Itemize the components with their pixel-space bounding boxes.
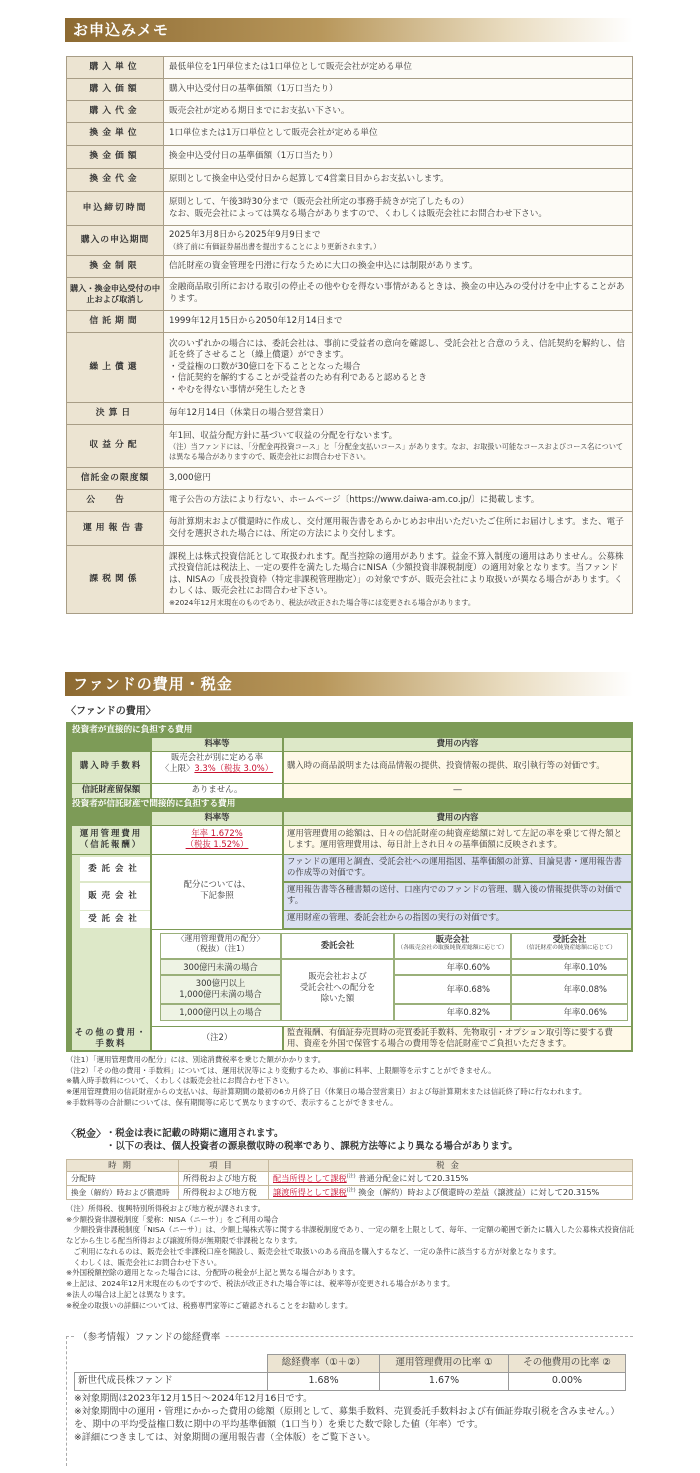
row-value: 3,000億円 xyxy=(164,468,633,490)
table-row xyxy=(67,425,633,468)
value-line: 年1回、収益分配方針に基づいて収益の分配を行ないます。 xyxy=(169,430,398,441)
table-row xyxy=(67,192,633,226)
note: （注1）「運用管理費用の配分」には、別途消費税率を乗じた額がかかります。 xyxy=(66,1055,326,1064)
col-rate: 料率等 xyxy=(152,738,282,751)
fee-heading: 〈ファンドの費用〉 xyxy=(66,706,156,717)
tax-item: 所得税および地方税 xyxy=(179,1172,269,1186)
share-line: 販売会社および xyxy=(308,971,367,981)
row-value: 電子公告の方法により行ない、ホームページ〔https://www.daiwa-am.co.jp/〕に掲載します。 xyxy=(164,490,633,512)
note: （注2）「その他の費用・手数料」については、運用状況等により変動するため、事前に料率、上限額等を示すことができません。 xyxy=(66,1065,496,1075)
row-label: 決算日 xyxy=(67,403,164,425)
table-row xyxy=(67,311,633,333)
table-row xyxy=(67,146,633,169)
tax-col-time: 時期 xyxy=(67,1160,179,1172)
row-label: 換金制限 xyxy=(67,256,164,278)
other-fee-rate: （注2） xyxy=(152,1027,282,1050)
tier-1: 300億円未満の場合 xyxy=(160,959,281,975)
mgmt-fee-rate xyxy=(152,826,282,854)
section-title-fees: ファンドの費用・税金 xyxy=(65,672,633,696)
fund-name: 新世代成長株ファンド xyxy=(75,1372,268,1390)
note: ※少額投資非課税制度「愛称：NISA（ニーサ）」をご利用の場合 xyxy=(66,1214,279,1224)
col-content: 費用の内容 xyxy=(284,738,631,751)
table-row xyxy=(67,123,633,146)
note: ※法人の場合は上記とは異なります。 xyxy=(66,1289,190,1299)
direct-cost-bar: 投資者が直接的に負担する費用 xyxy=(72,725,193,735)
table-row xyxy=(67,169,633,192)
fee-notes xyxy=(66,1055,636,1109)
sub-header-note: （信託財産の純資産総額に応じて） xyxy=(523,944,616,951)
value-line: ・信託契約を解約することが受益者のため有利であると認めるとき xyxy=(169,373,427,384)
row-value: 最低単位を1円単位または1口単位として販売会社が定める単位 xyxy=(164,57,633,79)
tax-bullet: ・税金は表に記載の時期に適用されます。 xyxy=(106,1128,284,1139)
note: 少額投資非課税制度「NISA（ニーサ）」は、少額上場株式等に関する非課税制度であり、一定の額を上限として、毎年、一定額の範囲で新たに購入した公募株式投資信託などから生じる配当所得および譲渡所得が無期限で非課税となります。 xyxy=(66,1225,635,1246)
row-value xyxy=(164,192,633,226)
label-line: その他の費用・ xyxy=(74,1027,148,1037)
sub-header-note: （各販売会社の取扱純資産総額に応じて） xyxy=(397,944,508,951)
reserve-content: ― xyxy=(284,784,631,798)
tax-item: 所得税および地方税 xyxy=(179,1186,269,1200)
table-row xyxy=(67,468,633,490)
tax-kind: 配当所得として課税 xyxy=(273,1173,347,1184)
rate-cap-value: 3.3%（税抜 3.0%） xyxy=(194,762,274,773)
sub-header-line: 販売会社 xyxy=(435,934,470,944)
note: ※対象期間は2023年12月15日～2024年12月16日です。 xyxy=(74,1393,313,1404)
row-label: 課税関係 xyxy=(67,546,164,614)
row-value: 毎計算期末および償還時に作成し、交付運用報告書をあらかじめお申出いただいたご住所にお届けします。また、電子交付を選択された場合には、所定の方法により交付します。 xyxy=(164,512,633,546)
share-line: 除いた額 xyxy=(320,992,355,1003)
row-label: 収益分配 xyxy=(67,425,164,468)
tier-line: 300億円以上 xyxy=(195,978,246,988)
row-value xyxy=(164,546,633,614)
rate-text: 販売会社が別に定める率 xyxy=(170,752,264,762)
col-other: その他費用の比率 ② xyxy=(508,1355,625,1373)
col-rate: 料率等 xyxy=(152,812,282,825)
value-line: 原則として、午後3時30分まで（販売会社所定の事務手続きが完了したもの） xyxy=(169,196,469,207)
other-fee-label xyxy=(72,1027,150,1050)
tax-note-ref: (注) xyxy=(346,1173,356,1180)
label-line: 手数料 xyxy=(95,1037,127,1048)
row-label: 公告 xyxy=(67,490,164,512)
tier-line: 1,000億円未満の場合 xyxy=(179,988,262,999)
sub-header-hanbai xyxy=(394,933,511,959)
value-line: 2025年3月8日から2025年9月9日まで xyxy=(169,230,321,241)
table-row xyxy=(67,101,633,123)
tax-col-item: 項目 xyxy=(179,1160,269,1172)
reference-notes xyxy=(74,1393,630,1445)
alloc-line: 配分については、 xyxy=(183,879,251,889)
value-note: （注）当ファンドには、「分配金再投資コース」と「分配金支払いコース」があります。なお、お取扱い可能なコースおよびコース名については異なる場合がありますので、販売会社にお問合わせ下さい。 xyxy=(169,442,624,461)
note: ご利用になれるのは、販売会社で非課税口座を開設し、販売会社で取扱いのある商品を購入するなど、一定の条件に該当する方が対象となります。 xyxy=(66,1246,561,1256)
share-line: 受託会社への配分を xyxy=(299,981,376,992)
row-value: 毎年12月14日（休業日の場合翌営業日） xyxy=(164,403,633,425)
itaku-share xyxy=(281,959,394,1021)
value-note: （終了前に有価証券届出書を提出することにより更新されます。） xyxy=(169,241,381,251)
label-line: 運用管理費用 xyxy=(79,828,143,838)
expense-ratio-table xyxy=(74,1354,626,1391)
row-label: 申込締切時間 xyxy=(67,192,164,226)
row-value: 原則として換金申込受付日から起算して4営業日目からお支払いします。 xyxy=(164,169,633,192)
note: ※対象期間中の運用・管理にかかった費用の総額（原則として、募集手数料、売買委託手数料および有価証券取引税を含みません。）を、期中の平均受益権口数に期中の平均基準価額（1口当り）を乗じた数で除した値（年率）です。 xyxy=(74,1405,620,1430)
table-row xyxy=(67,226,633,256)
sub-header-line: 〈運用管理費用の配分〉 xyxy=(176,934,265,943)
row-label: 換金価額 xyxy=(67,146,164,169)
row-value xyxy=(164,425,633,468)
value-line: ・受益権の口数が30億口を下ることとなった場合 xyxy=(169,361,361,372)
note: ※運用管理費用の信託財産からの支払いは、毎計算期間の最初の6カ月終了日（休業日の場合翌営業日）および毎計算期末または信託終了時に行なわれます。 xyxy=(66,1087,587,1097)
mgmt-fee-label xyxy=(72,826,150,854)
tax-rate: 普通分配金に対して20.315% xyxy=(358,1173,469,1184)
tax-desc xyxy=(269,1186,633,1200)
row-value: 販売会社が定める期日までにお支払い下さい。 xyxy=(164,101,633,123)
table-row xyxy=(75,1372,626,1390)
buy-fee-rate xyxy=(152,752,282,783)
table-row xyxy=(67,256,633,278)
row-label: 購入の申込期間 xyxy=(67,226,164,256)
note: ※上記は、2024年12月末現在のものですので、税法が改正された場合等には、税率等が変更される場合があります。 xyxy=(66,1279,455,1289)
hanbai-rate-3: 年率0.82% xyxy=(394,1004,511,1021)
buy-fee-content: 購入時の商品説明または商品情報の提供、投資情報の提供、取引執行等の対価です。 xyxy=(284,752,631,783)
table-row xyxy=(67,79,633,101)
hanbai-content: 運用報告書等各種書類の送付、口座内でのファンドの管理、購入後の情報提供等の対価です。 xyxy=(284,883,631,910)
hanbai-rate-1: 年率0.60% xyxy=(394,959,511,975)
tax-heading: 〈税金〉 xyxy=(66,1129,106,1140)
value-line: なお、販売会社によっては異なる場合がありますので、くわしくは販売会社にお問合わせ下さい。 xyxy=(169,208,547,219)
table-row xyxy=(67,1186,633,1200)
value-line: 課税上は株式投資信託として取扱われます。配当控除の適用があります。益金不算入制度の適用はありません。公募株式投資信託は税法上、一定の要件を満たした場合にNISA（少額投資非課税制度）の適用対象となります。当ファンドは、NISAの「成長投資枠（特定非課税管理勘定）」の対象ですが、販売会社により取扱いが異なる場合があります。くわしくは、販売会社にお問合わせ下さい。 xyxy=(169,551,624,597)
tax-note-ref: (注) xyxy=(346,1187,356,1194)
party-itaku: 委託会社 xyxy=(80,857,150,881)
tax-kind: 譲渡所得として課税 xyxy=(273,1187,347,1198)
note: （注）所得税、復興特別所得税および地方税が課されます。 xyxy=(66,1204,265,1213)
tax-rate: 換金（解約）時および償還時の差益（譲渡益）に対して20.315% xyxy=(358,1187,600,1198)
value-line: 次のいずれかの場合には、委託会社は、事前に受益者の意向を確認し、受託会社と合意のうえ、信託契約を解約し、信託を終了させること（繰上償還）ができます。 xyxy=(169,338,625,361)
party-jutaku: 受託会社 xyxy=(80,911,150,928)
sub-header-itaku: 委託会社 xyxy=(281,933,394,959)
reserve-label: 信託財産留保額 xyxy=(72,784,150,798)
jutaku-rate-2: 年率0.08% xyxy=(511,975,628,1004)
note: ※手数料等の合計額については、保有期間等に応じて異なりますので、表示することができません。 xyxy=(66,1097,398,1107)
row-label: 運用報告書 xyxy=(67,512,164,546)
row-value: 換金申込受付日の基準価額（1万口当たり） xyxy=(164,146,633,169)
col-mgmt: 運用管理費用の比率 ① xyxy=(380,1355,509,1373)
tax-time: 分配時 xyxy=(67,1172,179,1186)
row-label: 購入価額 xyxy=(67,79,164,101)
row-label: 購入代金 xyxy=(67,101,164,123)
tier-2 xyxy=(160,975,281,1004)
sub-header-line: （税抜）（注1） xyxy=(191,944,250,954)
row-value: 信託財産の資金管理を円滑に行なうために大口の換金申込には制限があります。 xyxy=(164,256,633,278)
row-label: 繰上償還 xyxy=(67,333,164,403)
hanbai-rate-2: 年率0.68% xyxy=(394,975,511,1004)
table-row xyxy=(67,403,633,425)
row-label: 信託金の限度額 xyxy=(67,468,164,490)
rate-cap-label: 〈上限〉 xyxy=(160,762,195,773)
rate-line: （税抜 1.52%） xyxy=(185,838,249,849)
table-row xyxy=(67,1172,633,1186)
other-fee-content: 監査報酬、有価証券売買時の売買委託手数料、先物取引・オプション取引等に要する費用、資産を外国で保管する場合の費用等を信託財産でご負担いただきます。 xyxy=(284,1027,631,1050)
table-row xyxy=(67,278,633,311)
label-line: （信託報酬） xyxy=(79,838,143,849)
jutaku-content: 運用財産の管理、委託会社からの指図の実行の対価です。 xyxy=(284,911,631,928)
mgmt-fee-content: 運用管理費用の総額は、日々の信託財産の純資産総額に対して左記の率を乗じて得た額とします。運用管理費用は、毎日計上され日々の基準価額に反映されます。 xyxy=(284,826,631,854)
sub-header-jutaku xyxy=(511,933,628,959)
note: ※外国税額控除の適用となった場合には、分配時の税金が上記と異なる場合があります。 xyxy=(66,1268,360,1278)
tax-table xyxy=(66,1159,633,1200)
allocation-note xyxy=(152,855,282,929)
reserve-rate: ありません。 xyxy=(152,784,282,798)
table-row xyxy=(67,57,633,79)
blank-cell xyxy=(75,1355,268,1373)
note: くわしくは、販売会社にお問合わせ下さい。 xyxy=(66,1257,222,1267)
rate-line: 年率 1.672% xyxy=(191,828,243,838)
tax-time: 換金（解約）時および償還時 xyxy=(67,1186,179,1200)
tax-bullet: ・以下の表は、個人投資者の源泉徴収時の税率であり、課税方法等により異なる場合があります。 xyxy=(106,1141,518,1152)
tier-3: 1,000億円以上の場合 xyxy=(160,1004,281,1021)
row-value xyxy=(164,226,633,256)
row-value: 購入申込受付日の基準価額（1万口当たり） xyxy=(164,79,633,101)
row-value: 金融商品取引所における取引の停止その他やむを得ない事情があるときは、換金の申込みの受付けを中止することがあります。 xyxy=(164,278,633,311)
tax-desc xyxy=(269,1172,633,1186)
row-value: 1口単位または1万口単位として販売会社が定める単位 xyxy=(164,123,633,146)
jutaku-rate-3: 年率0.06% xyxy=(511,1004,628,1021)
party-hanbai: 販売会社 xyxy=(80,883,150,910)
ratio-mgmt: 1.67% xyxy=(380,1372,509,1390)
row-label: 購入・換金申込受付の中止および取消し xyxy=(67,278,164,311)
tax-col-tax: 税金 xyxy=(269,1160,633,1172)
reference-title: （参考情報）ファンドの総経費率 xyxy=(74,1332,224,1344)
sub-header-tier xyxy=(160,933,281,959)
tax-notes xyxy=(66,1204,636,1311)
ratio-total: 1.68% xyxy=(268,1372,380,1390)
row-label: 信託期間 xyxy=(67,311,164,333)
row-label: 購入単位 xyxy=(67,57,164,79)
indirect-cost-bar: 投資者が信託財産で間接的に負担する費用 xyxy=(72,799,236,809)
jutaku-rate-1: 年率0.10% xyxy=(511,959,628,975)
section-title-memo: お申込みメモ xyxy=(65,18,633,42)
row-value: 1999年12月15日から2050年12月14日まで xyxy=(164,311,633,333)
table-row xyxy=(67,490,633,512)
table-row xyxy=(67,333,633,403)
table-row xyxy=(67,512,633,546)
table-row xyxy=(67,546,633,614)
sub-header-line: 受託会社 xyxy=(552,934,587,944)
note: ※詳細につきましては、対象期間の運用報告書（全体版）をご覧下さい。 xyxy=(74,1431,376,1443)
col-content: 費用の内容 xyxy=(284,812,631,825)
note: ※税金の取扱いの詳細については、税務専門家等にご確認されることをお勧めします。 xyxy=(66,1300,353,1310)
buy-fee-label: 購入時手数料 xyxy=(72,752,150,783)
itaku-content: ファンドの運用と調査、受託会社への運用指図、基準価額の計算、目論見書・運用報告書の作成等の対価です。 xyxy=(284,855,631,881)
row-value xyxy=(164,333,633,403)
col-total: 総経費率（①＋②） xyxy=(268,1355,380,1373)
row-label: 換金代金 xyxy=(67,169,164,192)
ratio-other: 0.00% xyxy=(508,1372,625,1390)
value-line: ・やむを得ない事情が発生したとき xyxy=(169,384,307,395)
memo-table xyxy=(66,56,633,614)
row-label: 換金単位 xyxy=(67,123,164,146)
value-note: ※2024年12月末現在のものであり、税法が改正された場合等には変更される場合があります。 xyxy=(169,598,476,607)
alloc-line: 下記参照 xyxy=(200,889,234,900)
note: ※購入時手数料について、くわしくは販売会社にお問合わせ下さい。 xyxy=(66,1076,294,1086)
